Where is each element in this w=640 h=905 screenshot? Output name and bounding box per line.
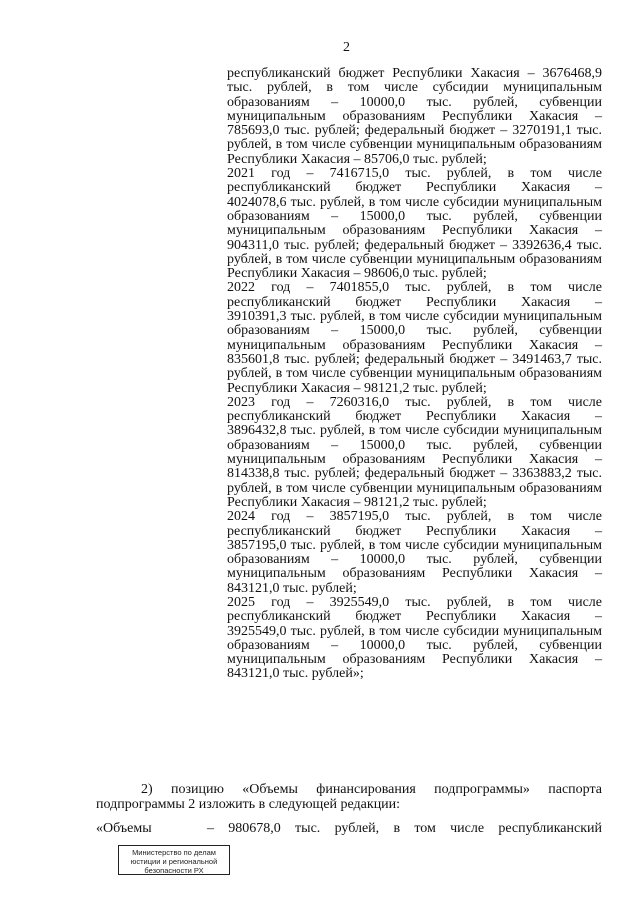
text-line: республиканский бюджет Республики Хакасия – [227,294,602,310]
text-line: Республики Хакасия – 85706,0 тыс. рублей; [227,151,487,167]
text-line: рублей, в том числе субвенции муниципальным образованиям [227,251,602,267]
text-line: 2024 год – 3857195,0 тыс. рублей, в том числе [227,509,602,525]
text-line: Республики Хакасия – 98606,0 тыс. рублей; [227,266,487,282]
stamp-line: юстиции и региональной [130,857,218,866]
text-line: рублей, в том числе субвенции муниципальным образованиям [227,480,602,496]
text-line: муниципальным образованиям Республики Хакасия – [227,337,602,353]
text-line: муниципальным образованиям Республики Хакасия – [227,452,602,468]
text-line: муниципальным образованиям Республики Хакасия – [227,566,602,582]
ministry-stamp [118,845,230,875]
text-line: образованиям – 10000,0 тыс. рублей, субвенции [227,637,602,653]
text-line: республиканский бюджет Республики Хакасия – [227,180,602,196]
text-line: образованиям – 15000,0 тыс. рублей, субвенции [227,208,602,224]
text-line: рублей, в том числе субвенции муниципальным образованиям [227,366,602,382]
text-line: республиканский бюджет Республики Хакасия – [227,609,602,625]
text-line: 904311,0 тыс. рублей; федеральный бюджет – 3392636,4 тыс. [227,237,602,253]
text-line: муниципальным образованиям Республики Хакасия – [227,652,602,668]
text-line: образованиям – 15000,0 тыс. рублей, субвенции [227,437,602,453]
text-line: 785693,0 тыс. рублей; федеральный бюджет – 3270191,1 тыс. [227,123,602,139]
text-line: 3896432,8 тыс. рублей, в том числе субсидии муниципальным [227,423,602,439]
text-line: муниципальным образованиям Республики Хакасия – [227,108,602,124]
volumes-value: – 980678,0 тыс. рублей, в том числе республиканский [207,821,602,836]
volumes-row [96,822,602,836]
stamp-line: Министерство по делам [132,848,216,857]
stamp-line: безопасности РХ [144,866,204,875]
volumes-label: «Объемы [96,821,152,836]
text-line: образованиям – 10000,0 тыс. рублей, субвенции [227,94,602,110]
text-line: Республики Хакасия – 98121,2 тыс. рублей; [227,380,487,396]
text-line: 835601,8 тыс. рублей; федеральный бюджет – 3491463,7 тыс. [227,351,602,367]
text-line: Республики Хакасия – 98121,2 тыс. рублей; [227,494,487,510]
paragraph-2-line-2 [96,798,602,812]
text-line: 4024078,6 тыс. рублей, в том числе субсидии муниципальным [227,194,602,210]
text-line: республиканский бюджет Республики Хакасия – [227,523,602,539]
text-line: муниципальным образованиям Республики Хакасия – [227,223,602,239]
text-line: тыс. рублей, в том числе субсидии муниципальным [227,80,602,96]
text-line: 843121,0 тыс. рублей; [227,580,357,596]
text-line: 3925549,0 тыс. рублей, в том числе субсидии муниципальным [227,623,602,639]
text-line: 3857195,0 тыс. рублей, в том числе субсидии муниципальным [227,537,602,553]
text-line: 814338,8 тыс. рублей; федеральный бюджет – 3363883,2 тыс. [227,466,602,482]
paragraph-2-line-1 [96,783,602,797]
text-line: образованиям – 10000,0 тыс. рублей, субвенции [227,552,602,568]
text-line: 3910391,3 тыс. рублей, в том числе субсидии муниципальным [227,309,602,325]
text-line: 2021 год – 7416715,0 тыс. рублей, в том числе [227,166,602,182]
text-line: 2022 год – 7401855,0 тыс. рублей, в том числе [227,280,602,296]
text-line: подпрограммы 2 изложить в следующей редакции: [96,797,401,812]
text-line: 2) позицию «Объемы финансирования подпрограммы» паспорта [141,782,602,797]
text-line: образованиям – 15000,0 тыс. рублей, субвенции [227,323,602,339]
text-line: 843121,0 тыс. рублей»; [227,666,364,682]
text-line: 2025 год – 3925549,0 тыс. рублей, в том числе [227,594,602,610]
text-line: рублей, в том числе субвенции муниципальным образованиям [227,137,602,153]
funding-text-column [227,67,602,682]
page-number: 2 [343,40,350,55]
text-line: 2023 год – 7260316,0 тыс. рублей, в том числе [227,394,602,410]
text-line: республиканский бюджет Республики Хакасия – 3676468,9 [227,66,602,81]
text-line: республиканский бюджет Республики Хакасия – [227,409,602,425]
